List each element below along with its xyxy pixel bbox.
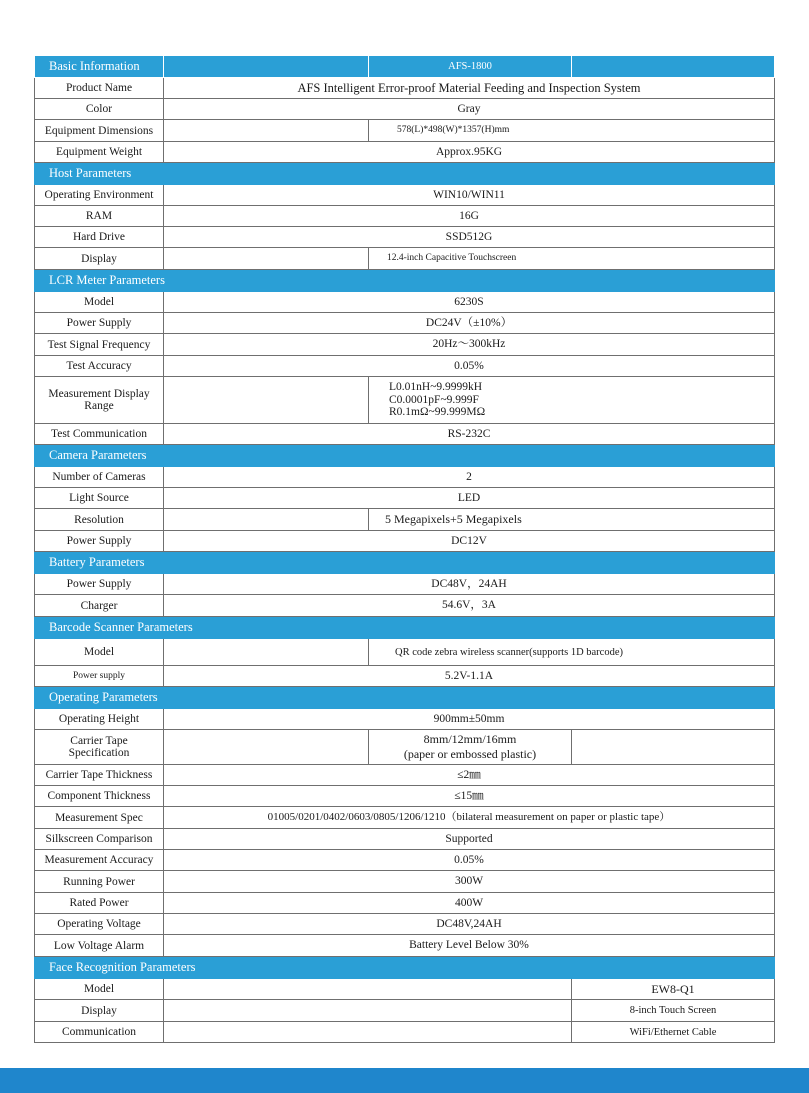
row-label: Measurement Spec bbox=[35, 807, 164, 829]
row-label: Power Supply bbox=[35, 574, 164, 595]
table-row bbox=[35, 829, 775, 850]
row-label: Silkscreen Comparison bbox=[35, 829, 164, 850]
row-value: 54.6V，3A bbox=[164, 595, 775, 617]
row-value: ≤15㎜ bbox=[164, 786, 775, 807]
table-row bbox=[35, 893, 775, 914]
row-label: Low Voltage Alarm bbox=[35, 935, 164, 957]
row-value: 900mm±50mm bbox=[164, 709, 775, 730]
section-header-battery bbox=[35, 552, 775, 574]
row-value: Supported bbox=[164, 829, 775, 850]
model-code: AFS-1800 bbox=[369, 56, 572, 78]
row-label: Charger bbox=[35, 595, 164, 617]
row-label: Model bbox=[35, 292, 164, 313]
table-row bbox=[35, 871, 775, 893]
row-label: Model bbox=[35, 979, 164, 1000]
row-value: 8-inch Touch Screen bbox=[572, 1000, 775, 1022]
table-row bbox=[35, 574, 775, 595]
row-value: 2 bbox=[164, 467, 775, 488]
row-value: DC24V（±10%） bbox=[164, 313, 775, 334]
row-value: 5.2V-1.1A bbox=[164, 666, 775, 687]
row-label: Power Supply bbox=[35, 313, 164, 334]
row-label: Test Signal Frequency bbox=[35, 334, 164, 356]
row-label: Display bbox=[35, 248, 164, 270]
row-value: LED bbox=[164, 488, 775, 509]
row-label: Number of Cameras bbox=[35, 467, 164, 488]
row-value: 300W bbox=[164, 871, 775, 893]
table-row bbox=[35, 595, 775, 617]
tape-label-line: Carrier Tape bbox=[70, 734, 128, 747]
table-row bbox=[35, 78, 775, 99]
row-value bbox=[369, 730, 572, 765]
row-label: Test Communication bbox=[35, 424, 164, 445]
row-label: Resolution bbox=[35, 509, 164, 531]
row-label: Model bbox=[35, 639, 164, 666]
table-row bbox=[35, 356, 775, 377]
table-row bbox=[35, 334, 775, 356]
table-row bbox=[35, 185, 775, 206]
row-value: DC12V bbox=[164, 531, 775, 552]
table-row bbox=[35, 935, 775, 957]
tape-value-line: (paper or embossed plastic) bbox=[403, 747, 537, 761]
table-row bbox=[35, 666, 775, 687]
row-label: Operating Height bbox=[35, 709, 164, 730]
range-value-line: R0.1mΩ~99.999MΩ bbox=[389, 406, 486, 419]
row-label: Power supply bbox=[35, 666, 164, 687]
section-header-lcr bbox=[35, 270, 775, 292]
table-row bbox=[35, 227, 775, 248]
row-value: SSD512G bbox=[164, 227, 775, 248]
row-value: 6230S bbox=[164, 292, 775, 313]
row-label: Equipment Weight bbox=[35, 142, 164, 163]
section-header-basic bbox=[35, 56, 775, 78]
table-row bbox=[35, 313, 775, 334]
section-title-battery: Battery Parameters bbox=[35, 552, 775, 574]
table-row bbox=[35, 120, 775, 142]
table-row bbox=[35, 488, 775, 509]
table-row bbox=[35, 639, 775, 666]
table-row bbox=[35, 509, 775, 531]
row-value: 16G bbox=[164, 206, 775, 227]
row-value: 20Hz～300kHz bbox=[164, 334, 775, 356]
table-row bbox=[35, 424, 775, 445]
table-row bbox=[35, 850, 775, 871]
row-label: Carrier Tape Thickness bbox=[35, 765, 164, 786]
row-value: 400W bbox=[164, 893, 775, 914]
section-header-barcode bbox=[35, 617, 775, 639]
row-value: Battery Level Below 30% bbox=[164, 935, 775, 957]
row-value: 0.05% bbox=[164, 850, 775, 871]
table-row bbox=[35, 531, 775, 552]
row-label: Operating Environment bbox=[35, 185, 164, 206]
row-label: RAM bbox=[35, 206, 164, 227]
row-value: DC48V,24AH bbox=[164, 914, 775, 935]
table-row bbox=[35, 467, 775, 488]
section-header-host bbox=[35, 163, 775, 185]
row-label: Display bbox=[35, 1000, 164, 1022]
tape-value-line: 8mm/12mm/16mm bbox=[423, 732, 517, 746]
row-label bbox=[35, 730, 164, 765]
section-title-operating: Operating Parameters bbox=[35, 687, 775, 709]
table-row bbox=[35, 786, 775, 807]
footer-bar bbox=[0, 1068, 809, 1093]
row-label: Component Thickness bbox=[35, 786, 164, 807]
table-row bbox=[35, 248, 775, 270]
section-title-basic: Basic Information bbox=[35, 56, 164, 78]
table-row bbox=[35, 292, 775, 313]
table-row bbox=[35, 99, 775, 120]
row-label: Running Power bbox=[35, 871, 164, 893]
table-row bbox=[35, 730, 775, 765]
table-row bbox=[35, 709, 775, 730]
row-label: Color bbox=[35, 99, 164, 120]
range-value-line: L0.01nH~9.9999kH bbox=[389, 381, 483, 394]
row-value: WIN10/WIN11 bbox=[164, 185, 775, 206]
row-label bbox=[35, 377, 164, 424]
section-header-camera bbox=[35, 445, 775, 467]
row-label: Measurement Accuracy bbox=[35, 850, 164, 871]
row-label: Test Accuracy bbox=[35, 356, 164, 377]
row-value: DC48V，24AH bbox=[164, 574, 775, 595]
table-row bbox=[35, 142, 775, 163]
table-row bbox=[35, 979, 775, 1000]
row-label: Product Name bbox=[35, 78, 164, 99]
section-title-lcr: LCR Meter Parameters bbox=[35, 270, 775, 292]
section-title-face: Face Recognition Parameters bbox=[35, 957, 775, 979]
table-row bbox=[35, 206, 775, 227]
range-value-line: C0.0001pF~9.999F bbox=[389, 393, 479, 406]
section-header-face bbox=[35, 957, 775, 979]
row-label: Power Supply bbox=[35, 531, 164, 552]
section-title-barcode: Barcode Scanner Parameters bbox=[35, 617, 775, 639]
row-value: 0.05% bbox=[164, 356, 775, 377]
row-label: Equipment Dimensions bbox=[35, 120, 164, 142]
row-label: Operating Voltage bbox=[35, 914, 164, 935]
row-value: Approx.95KG bbox=[164, 142, 775, 163]
table-row bbox=[35, 377, 775, 424]
range-label-line: Measurement Display bbox=[48, 387, 150, 400]
row-value: EW8-Q1 bbox=[572, 979, 775, 1000]
range-label-line: Range bbox=[84, 400, 114, 412]
table-row bbox=[35, 1000, 775, 1022]
tape-label-line: Specification bbox=[68, 747, 130, 759]
row-value: 578(L)*498(W)*1357(H)mm bbox=[369, 120, 775, 142]
row-value: AFS Intelligent Error-proof Material Feeding and Inspection System bbox=[164, 78, 775, 99]
table-row bbox=[35, 1022, 775, 1043]
spec-table bbox=[34, 55, 775, 1043]
row-label: Communication bbox=[35, 1022, 164, 1043]
section-header-operating bbox=[35, 687, 775, 709]
row-value: WiFi/Ethernet Cable bbox=[572, 1022, 775, 1043]
row-value: ≤2㎜ bbox=[164, 765, 775, 786]
table-row bbox=[35, 807, 775, 829]
row-value: 5 Megapixels+5 Megapixels bbox=[369, 509, 775, 531]
range-values bbox=[369, 377, 775, 424]
row-value: QR code zebra wireless scanner(supports 1D barcode) bbox=[369, 639, 775, 666]
row-label: Light Source bbox=[35, 488, 164, 509]
section-title-camera: Camera Parameters bbox=[35, 445, 775, 467]
row-label: Hard Drive bbox=[35, 227, 164, 248]
table-row bbox=[35, 914, 775, 935]
row-label: Rated Power bbox=[35, 893, 164, 914]
row-value: 12.4-inch Capacitive Touchscreen bbox=[369, 248, 775, 270]
row-value: RS-232C bbox=[164, 424, 775, 445]
table-row bbox=[35, 765, 775, 786]
row-value: Gray bbox=[164, 99, 775, 120]
section-title-host: Host Parameters bbox=[35, 163, 775, 185]
row-value: 01005/0201/0402/0603/0805/1206/1210（bilateral measurement on paper or plastic tape） bbox=[164, 807, 775, 829]
